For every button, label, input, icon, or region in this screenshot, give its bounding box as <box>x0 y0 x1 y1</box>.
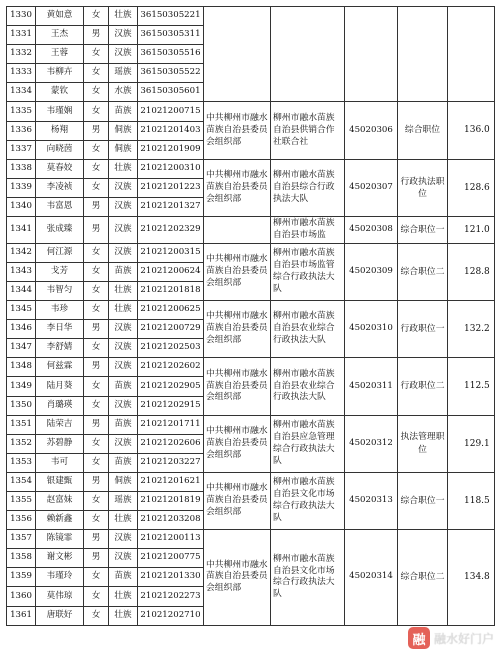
row-number-cell: 1359 <box>7 568 36 587</box>
ethnicity-cell: 壮族 <box>109 159 138 178</box>
department-cell: 中共柳州市融水苗族自治县委员会组织部 <box>204 301 271 358</box>
entry-score-cell: 132.2 <box>448 301 495 358</box>
position-code-cell: 45020311 <box>345 358 398 415</box>
position-name-cell: 执法管理职位 <box>398 415 448 472</box>
hiring-unit-cell <box>271 7 345 102</box>
name-cell: 韦智匀 <box>36 281 84 300</box>
ethnicity-cell: 汉族 <box>109 320 138 339</box>
position-name-cell: 行政职位二 <box>398 358 448 415</box>
table-row <box>7 358 495 377</box>
name-cell: 李舒婧 <box>36 339 84 358</box>
row-number-cell: 1344 <box>7 281 36 300</box>
ethnicity-cell: 壮族 <box>109 587 138 606</box>
exam-number-cell: 21021202273 <box>138 587 204 606</box>
ethnicity-cell: 汉族 <box>109 217 138 244</box>
table-row <box>7 415 495 434</box>
position-code-cell: 45020314 <box>345 530 398 625</box>
ethnicity-cell: 侗族 <box>109 121 138 140</box>
row-number-cell: 1356 <box>7 511 36 530</box>
ethnicity-cell: 汉族 <box>109 243 138 262</box>
name-cell: 韦柳卉 <box>36 64 84 83</box>
ethnicity-cell: 苗族 <box>109 262 138 281</box>
row-number-cell: 1345 <box>7 301 36 320</box>
hiring-unit-cell: 柳州市融水苗族自治县农业综合行政执法大队 <box>271 358 345 415</box>
ethnicity-cell: 汉族 <box>109 339 138 358</box>
position-name-cell: 综合职位二 <box>398 243 448 300</box>
name-cell: 韦珍 <box>36 301 84 320</box>
row-number-cell: 1337 <box>7 140 36 159</box>
ethnicity-cell: 汉族 <box>109 434 138 453</box>
exam-number-cell: 36150305516 <box>138 45 204 64</box>
gender-cell: 女 <box>84 140 109 159</box>
hiring-unit-cell: 柳州市融水苗族自治县综合行政执法大队 <box>271 159 345 216</box>
table-row <box>7 243 495 262</box>
entry-score-cell: 128.8 <box>448 243 495 300</box>
ethnicity-cell: 苗族 <box>109 102 138 121</box>
ethnicity-cell: 壮族 <box>109 511 138 530</box>
ethnicity-cell: 壮族 <box>109 7 138 26</box>
hiring-unit-cell: 柳州市融水苗族自治县供销合作社联合社 <box>271 102 345 159</box>
gender-cell: 女 <box>84 339 109 358</box>
name-cell: 王蓉 <box>36 45 84 64</box>
position-name-cell: 行政执法职位 <box>398 159 448 216</box>
gender-cell: 女 <box>84 64 109 83</box>
exam-number-cell: 21021200729 <box>138 320 204 339</box>
gender-cell: 女 <box>84 511 109 530</box>
name-cell: 何兹霖 <box>36 358 84 377</box>
name-cell: 苏碧静 <box>36 434 84 453</box>
row-number-cell: 1361 <box>7 606 36 625</box>
gender-cell: 女 <box>84 492 109 511</box>
name-cell: 韦富恩 <box>36 197 84 216</box>
position-code-cell: 45020313 <box>345 472 398 529</box>
ethnicity-cell: 汉族 <box>109 197 138 216</box>
name-cell: 陈镜霏 <box>36 530 84 549</box>
name-cell: 唐联好 <box>36 606 84 625</box>
row-number-cell: 1331 <box>7 26 36 45</box>
table-row <box>7 7 495 26</box>
exam-number-cell: 21021200715 <box>138 102 204 121</box>
department-cell <box>204 217 271 244</box>
row-number-cell: 1355 <box>7 492 36 511</box>
position-name-cell: 行政职位一 <box>398 301 448 358</box>
exam-number-cell: 21021200624 <box>138 262 204 281</box>
name-cell: 赵富妹 <box>36 492 84 511</box>
entry-score-cell: 134.8 <box>448 530 495 625</box>
gender-cell: 男 <box>84 415 109 434</box>
exam-number-cell: 21021201819 <box>138 492 204 511</box>
name-cell: 李日华 <box>36 320 84 339</box>
department-cell: 中共柳州市融水苗族自治县委员会组织部 <box>204 243 271 300</box>
row-number-cell: 1341 <box>7 217 36 244</box>
gender-cell: 男 <box>84 217 109 244</box>
row-number-cell: 1350 <box>7 396 36 415</box>
name-cell: 银建甄 <box>36 472 84 491</box>
hiring-unit-cell: 柳州市融水苗族自治县市场监管综合行政执法大队 <box>271 243 345 300</box>
exam-number-cell: 21021200113 <box>138 530 204 549</box>
exam-number-cell: 21021201621 <box>138 472 204 491</box>
gender-cell: 女 <box>84 178 109 197</box>
name-cell: 韦可 <box>36 453 84 472</box>
ethnicity-cell: 壮族 <box>109 301 138 320</box>
exam-number-cell: 21021201330 <box>138 568 204 587</box>
hiring-unit-cell: 柳州市融水苗族自治县应急管理综合行政执法大队 <box>271 415 345 472</box>
position-code-cell: 45020308 <box>345 217 398 244</box>
exam-number-cell: 21021201818 <box>138 281 204 300</box>
ethnicity-cell: 苗族 <box>109 453 138 472</box>
position-name-cell: 综合职位二 <box>398 530 448 625</box>
exam-number-cell: 21021202915 <box>138 396 204 415</box>
row-number-cell: 1343 <box>7 262 36 281</box>
row-number-cell: 1354 <box>7 472 36 491</box>
table-row <box>7 472 495 491</box>
ethnicity-cell: 侗族 <box>109 140 138 159</box>
ethnicity-cell: 汉族 <box>109 530 138 549</box>
department-cell: 中共柳州市融水苗族自治县委员会组织部 <box>204 415 271 472</box>
gender-cell: 女 <box>84 453 109 472</box>
hiring-unit-cell: 柳州市融水苗族自治县文化市场综合行政执法大队 <box>271 472 345 529</box>
gender-cell: 女 <box>84 83 109 102</box>
gender-cell: 女 <box>84 281 109 300</box>
name-cell: 何江源 <box>36 243 84 262</box>
row-number-cell: 1347 <box>7 339 36 358</box>
watermark-logo-icon: 融 <box>408 627 430 649</box>
name-cell: 蒙钦 <box>36 83 84 102</box>
ethnicity-cell: 汉族 <box>109 549 138 568</box>
gender-cell: 男 <box>84 530 109 549</box>
ethnicity-cell: 汉族 <box>109 45 138 64</box>
gender-cell: 女 <box>84 102 109 121</box>
row-number-cell: 1349 <box>7 377 36 396</box>
name-cell: 向晓茵 <box>36 140 84 159</box>
table-row <box>7 301 495 320</box>
name-cell: 赖新鑫 <box>36 511 84 530</box>
department-cell <box>204 7 271 102</box>
exam-number-cell: 21021203227 <box>138 453 204 472</box>
name-cell: 李凌祯 <box>36 178 84 197</box>
row-number-cell: 1353 <box>7 453 36 472</box>
gender-cell: 男 <box>84 197 109 216</box>
ethnicity-cell: 瑶族 <box>109 64 138 83</box>
table-row <box>7 102 495 121</box>
row-number-cell: 1340 <box>7 197 36 216</box>
entry-score-cell: 121.0 <box>448 217 495 244</box>
watermark-text: 融水好门户 <box>433 631 494 646</box>
row-number-cell: 1336 <box>7 121 36 140</box>
ethnicity-cell: 汉族 <box>109 178 138 197</box>
ethnicity-cell: 侗族 <box>109 472 138 491</box>
exam-number-cell: 21021201223 <box>138 178 204 197</box>
position-code-cell <box>345 7 398 102</box>
name-cell: 陆月葵 <box>36 377 84 396</box>
ethnicity-cell: 苗族 <box>109 377 138 396</box>
gender-cell: 女 <box>84 606 109 625</box>
hiring-unit-cell: 柳州市融水苗族自治县农业综合行政执法大队 <box>271 301 345 358</box>
gender-cell: 男 <box>84 26 109 45</box>
row-number-cell: 1332 <box>7 45 36 64</box>
position-name-cell: 综合职位 <box>398 102 448 159</box>
row-number-cell: 1360 <box>7 587 36 606</box>
exam-number-cell: 36150305221 <box>138 7 204 26</box>
row-number-cell: 1339 <box>7 178 36 197</box>
position-code-cell: 45020306 <box>345 102 398 159</box>
gender-cell: 女 <box>84 377 109 396</box>
ethnicity-cell: 瑶族 <box>109 492 138 511</box>
row-number-cell: 1334 <box>7 83 36 102</box>
ethnicity-cell: 苗族 <box>109 568 138 587</box>
name-cell: 莫春姣 <box>36 159 84 178</box>
entry-score-cell: 128.6 <box>448 159 495 216</box>
exam-number-cell: 21021201909 <box>138 140 204 159</box>
exam-number-cell: 21021201327 <box>138 197 204 216</box>
name-cell: 韦瑾玲 <box>36 568 84 587</box>
exam-number-cell: 36150305311 <box>138 26 204 45</box>
row-number-cell: 1346 <box>7 320 36 339</box>
exam-number-cell: 21021202905 <box>138 377 204 396</box>
exam-number-cell: 21021200310 <box>138 159 204 178</box>
row-number-cell: 1357 <box>7 530 36 549</box>
entry-score-cell: 118.5 <box>448 472 495 529</box>
ethnicity-cell: 壮族 <box>109 281 138 300</box>
ethnicity-cell: 汉族 <box>109 396 138 415</box>
exam-number-cell: 21021201403 <box>138 121 204 140</box>
candidate-table <box>6 6 495 626</box>
row-number-cell: 1348 <box>7 358 36 377</box>
position-code-cell: 45020312 <box>345 415 398 472</box>
exam-number-cell: 21021202503 <box>138 339 204 358</box>
entry-score-cell <box>448 7 495 102</box>
gender-cell: 女 <box>84 301 109 320</box>
ethnicity-cell: 水族 <box>109 83 138 102</box>
name-cell: 谢文彬 <box>36 549 84 568</box>
table-row <box>7 530 495 549</box>
position-name-cell: 综合职位一 <box>398 217 448 244</box>
row-number-cell: 1352 <box>7 434 36 453</box>
hiring-unit-cell: 柳州市融水苗族自治县市场监 <box>271 217 345 244</box>
position-code-cell: 45020309 <box>345 243 398 300</box>
hiring-unit-cell: 柳州市融水苗族自治县文化市场综合行政执法大队 <box>271 530 345 625</box>
gender-cell: 女 <box>84 434 109 453</box>
exam-number-cell: 21021200775 <box>138 549 204 568</box>
position-code-cell: 45020310 <box>345 301 398 358</box>
gender-cell: 男 <box>84 320 109 339</box>
department-cell: 中共柳州市融水苗族自治县委员会组织部 <box>204 102 271 159</box>
gender-cell: 女 <box>84 243 109 262</box>
name-cell: 陆荣吉 <box>36 415 84 434</box>
entry-score-cell: 136.0 <box>448 102 495 159</box>
department-cell: 中共柳州市融水苗族自治县委员会组织部 <box>204 159 271 216</box>
row-number-cell: 1342 <box>7 243 36 262</box>
exam-number-cell: 21021202329 <box>138 217 204 244</box>
ethnicity-cell: 壮族 <box>109 606 138 625</box>
row-number-cell: 1351 <box>7 415 36 434</box>
department-cell: 中共柳州市融水苗族自治县委员会组织部 <box>204 472 271 529</box>
name-cell: 张成臻 <box>36 217 84 244</box>
table-row <box>7 217 495 244</box>
exam-number-cell: 21021203208 <box>138 511 204 530</box>
gender-cell: 男 <box>84 358 109 377</box>
row-number-cell: 1335 <box>7 102 36 121</box>
position-name-cell: 综合职位一 <box>398 472 448 529</box>
name-cell: 戈芳 <box>36 262 84 281</box>
exam-number-cell: 36150305601 <box>138 83 204 102</box>
exam-number-cell: 21021200625 <box>138 301 204 320</box>
gender-cell: 女 <box>84 159 109 178</box>
gender-cell: 女 <box>84 262 109 281</box>
gender-cell: 男 <box>84 121 109 140</box>
gender-cell: 女 <box>84 45 109 64</box>
name-cell: 韦瑾娴 <box>36 102 84 121</box>
name-cell: 王杰 <box>36 26 84 45</box>
watermark <box>408 626 494 650</box>
name-cell: 肖璐瑛 <box>36 396 84 415</box>
exam-number-cell: 36150305522 <box>138 64 204 83</box>
name-cell: 杨翔 <box>36 121 84 140</box>
department-cell: 中共柳州市融水苗族自治县委员会组织部 <box>204 358 271 415</box>
gender-cell: 女 <box>84 396 109 415</box>
name-cell: 黄如意 <box>36 7 84 26</box>
row-number-cell: 1333 <box>7 64 36 83</box>
gender-cell: 女 <box>84 587 109 606</box>
name-cell: 莫伟琼 <box>36 587 84 606</box>
table-row <box>7 159 495 178</box>
ethnicity-cell: 汉族 <box>109 26 138 45</box>
exam-number-cell: 21021201711 <box>138 415 204 434</box>
exam-number-cell: 21021202710 <box>138 606 204 625</box>
gender-cell: 女 <box>84 7 109 26</box>
exam-number-cell: 21021202602 <box>138 358 204 377</box>
position-name-cell <box>398 7 448 102</box>
row-number-cell: 1330 <box>7 7 36 26</box>
gender-cell: 男 <box>84 549 109 568</box>
ethnicity-cell: 苗族 <box>109 415 138 434</box>
gender-cell: 女 <box>84 568 109 587</box>
ethnicity-cell: 汉族 <box>109 358 138 377</box>
department-cell: 中共柳州市融水苗族自治县委员会组织部 <box>204 530 271 625</box>
gender-cell: 男 <box>84 472 109 491</box>
entry-score-cell: 112.5 <box>448 358 495 415</box>
table-body <box>7 7 495 626</box>
row-number-cell: 1358 <box>7 549 36 568</box>
position-code-cell: 45020307 <box>345 159 398 216</box>
exam-number-cell: 21021202606 <box>138 434 204 453</box>
exam-number-cell: 21021200315 <box>138 243 204 262</box>
row-number-cell: 1338 <box>7 159 36 178</box>
entry-score-cell: 129.1 <box>448 415 495 472</box>
